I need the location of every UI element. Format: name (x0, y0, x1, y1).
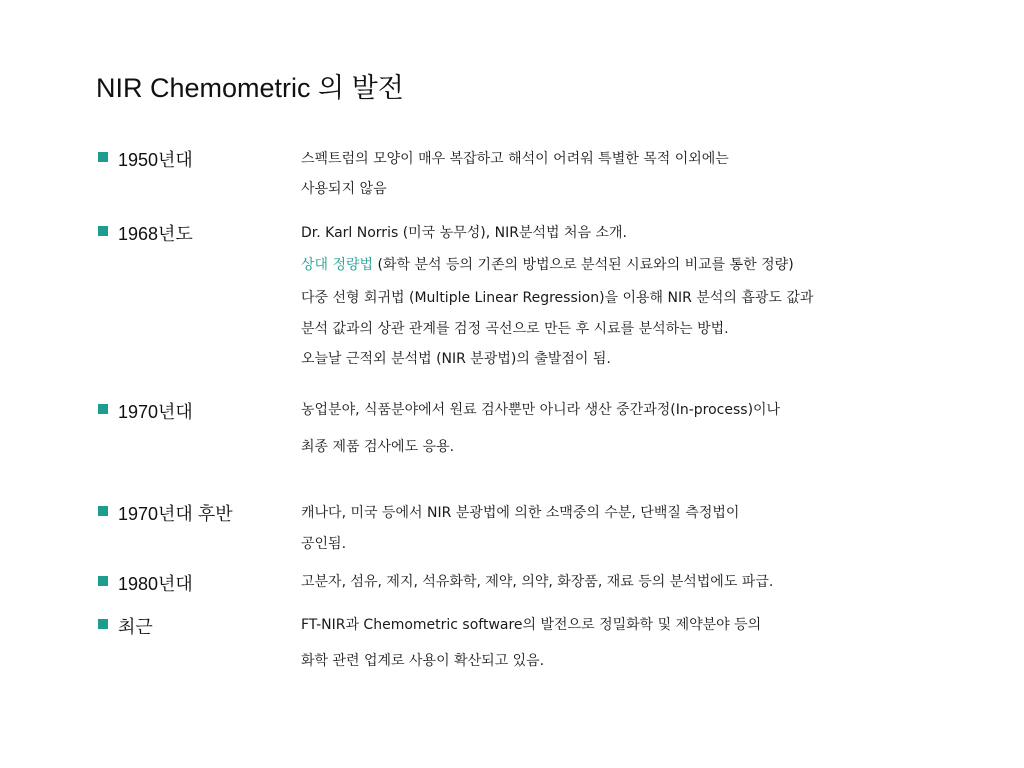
description-line: 다중 선형 회귀법 (Multiple Linear Regression)을 이용해 NIR 분석의 흡광도 값과 (301, 290, 814, 306)
entry-label: 1970년대 (118, 402, 193, 422)
description-line: 오늘날 근적외 분석법 (NIR 분광법)의 출발점이 됨. (301, 351, 611, 367)
description-line: 스펙트럼의 모양이 매우 복잡하고 해석이 어려워 특별한 목적 이외에는 (301, 151, 729, 167)
entry-label: 최근 (118, 617, 153, 637)
description-line: 사용되지 않음 (301, 181, 387, 197)
entry-description (301, 572, 941, 592)
description-line: 공인됨. (301, 536, 347, 552)
description-line: 농업분야, 식품분야에서 원료 검사뿐만 아니라 생산 중간과정(In-process)이나 (301, 402, 781, 418)
description-line: 분석 값과의 상관 관계를 검정 곡선으로 만든 후 시료를 분석하는 방법. (301, 321, 729, 337)
square-bullet-icon (98, 506, 108, 516)
entry-description (301, 615, 941, 671)
square-bullet-icon (98, 619, 108, 629)
entry-description (301, 223, 941, 369)
highlighted-term: 상대 정량법 (301, 257, 374, 273)
description-line: 화학 관련 업계로 사용이 확산되고 있음. (301, 653, 545, 669)
entry-label: 1950년대 (118, 150, 193, 170)
square-bullet-icon (98, 226, 108, 236)
square-bullet-icon (98, 404, 108, 414)
entry-description (301, 503, 941, 554)
square-bullet-icon (98, 152, 108, 162)
description-line: Dr. Karl Norris (미국 농무성), NIR분석법 처음 소개. (301, 225, 627, 241)
highlight-line (301, 255, 941, 288)
entry-label: 1970년대 후반 (118, 504, 233, 524)
highlight-explanation: (화학 분석 등의 기존의 방법으로 분석된 시료와의 비교를 통한 정량) (373, 257, 794, 273)
description-line: FT-NIR과 Chemometric software의 발전으로 정밀화학 및 제약분야 등의 (301, 617, 762, 633)
description-line: 캐나다, 미국 등에서 NIR 분광법에 의한 소맥중의 수분, 단백질 측정법이 (301, 505, 740, 521)
description-line: 고분자, 섬유, 제지, 석유화학, 제약, 의약, 화장품, 재료 등의 분석법에도 파급. (301, 574, 774, 590)
description-line: 최종 제품 검사에도 응용. (301, 439, 455, 455)
entry-label: 1980년대 (118, 574, 193, 594)
entry-description (301, 400, 941, 457)
entry-label: 1968년도 (118, 224, 193, 244)
slide-title: NIR Chemometric 의 발전 (96, 73, 404, 103)
square-bullet-icon (98, 576, 108, 586)
entry-description (301, 149, 941, 199)
